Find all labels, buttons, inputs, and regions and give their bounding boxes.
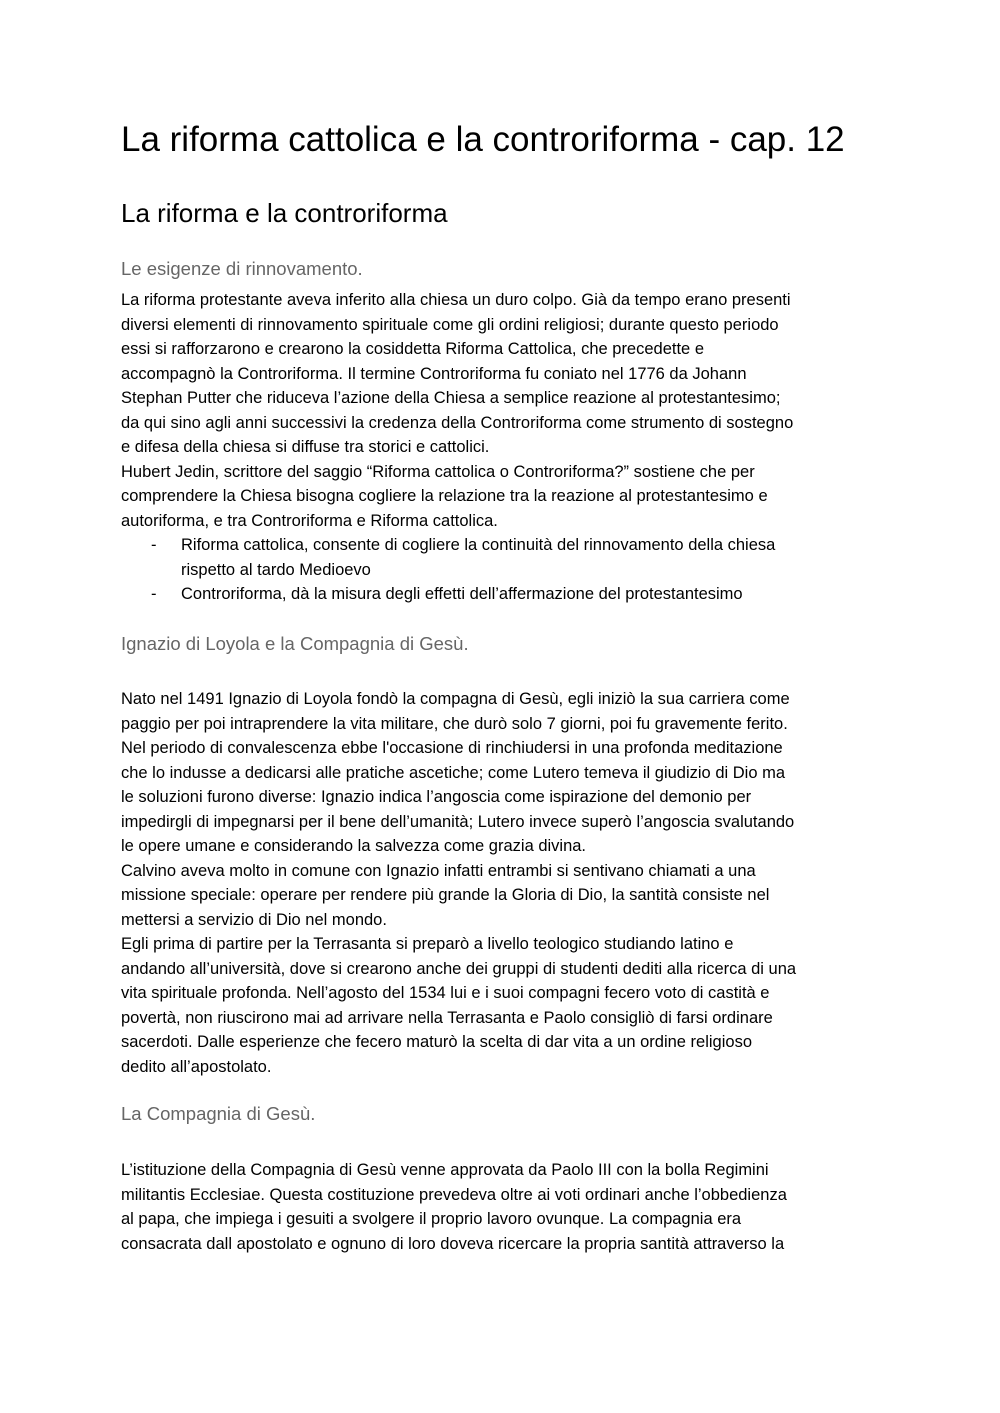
- text-line: povertà, non riuscirono mai ad arrivare nella Terrasanta e Paolo consigliò di farsi ordinare: [121, 1008, 773, 1027]
- text-line: dedito all’apostolato.: [121, 1057, 272, 1076]
- text-line: Nato nel 1491 Ignazio di Loyola fondò la compagna di Gesù, egli iniziò la sua carriera come: [121, 690, 790, 708]
- text-line: vita spirituale profonda. Nell’agosto del 1534 lui e i suoi compagni fecero voto di castità e: [121, 984, 770, 1002]
- section-title: La riforma e la controriforma: [121, 198, 448, 228]
- text-line: rispetto al tardo Medioevo: [181, 560, 371, 579]
- text-line: Hubert Jedin, scrittore del saggio “Riforma cattolica o Controriforma?” sostiene che per: [121, 462, 755, 481]
- text-line: Riforma cattolica, consente di cogliere la continuità del rinnovamento della chiesa: [181, 536, 776, 554]
- bullet-list: [121, 533, 881, 607]
- text-line: Nel periodo di convalescenza ebbe l'occasione di rinchiudersi in una profonda meditazione: [121, 739, 783, 757]
- text-line: diversi elementi di rinnovamento spirituale come gli ordini religiosi; durante questo periodo: [121, 315, 779, 334]
- text-line: Egli prima di partire per la Terrasanta si preparò a livello teologico studiando latino e: [121, 935, 734, 953]
- bullet-dash: -: [151, 585, 157, 603]
- text-line: comprendere la Chiesa bisogna cogliere la relazione tra la reazione al protestantesimo e: [121, 487, 768, 505]
- list-item: [121, 582, 881, 607]
- text-line: militantis Ecclesiae. Questa costituzione prevedeva oltre ai voti ordinari anche l’obbedienza: [121, 1185, 787, 1204]
- text-line: impedirgli di impegnarsi per il bene dell’umanità; Lutero invece superò l’angoscia svalutando: [121, 812, 795, 831]
- text-line: mettersi a servizio di Dio nel mondo.: [121, 910, 387, 929]
- text-line: L’istituzione della Compagnia di Gesù venne approvata da Paolo III con la bolla Regimini: [121, 1161, 769, 1179]
- document-title: La riforma cattolica e la controriforma - cap. 12: [121, 120, 845, 159]
- heading-compagnia-di-gesu: La Compagnia di Gesù.: [121, 1103, 316, 1124]
- text-line: che lo indusse a dedicarsi alle pratiche ascetiche; come Lutero temeva il giudizio di Dio ma: [121, 763, 786, 782]
- text-line: da qui sino agli anni successivi la credenza della Controriforma come strumento di sostegno: [121, 413, 794, 432]
- paragraph-compagnia-di-gesu: [121, 1158, 881, 1256]
- paragraph-esigenze-rinnovamento: [121, 288, 881, 533]
- bullet-dash: -: [151, 536, 157, 554]
- text-line: missione speciale: operare per rendere più grande la Gloria di Dio, la santità consiste nel: [121, 886, 770, 904]
- text-line: sacerdoti. Dalle esperienze che fecero maturò la scelta di dar vita a un ordine religioso: [121, 1033, 753, 1051]
- list-item: [121, 533, 881, 582]
- text-line: le opere umane e considerando la salvezza come grazia divina.: [121, 837, 587, 855]
- heading-ignazio-di-loyola: Ignazio di Loyola e la Compagnia di Gesù.: [121, 633, 469, 654]
- text-line: al papa, che impiega i gesuiti a svolgere il proprio lavoro ovunque. La compagnia era: [121, 1210, 742, 1228]
- text-line: Controriforma, dà la misura degli effetti dell’affermazione del protestantesimo: [181, 585, 743, 603]
- text-line: andando all’università, dove si crearono anche dei gruppi di studenti dediti alla ricerca di una: [121, 959, 797, 978]
- text-line: La riforma protestante aveva inferito alla chiesa un duro colpo. Già da tempo erano presenti: [121, 291, 791, 309]
- text-line: essi si rafforzarono e crearono la cosiddetta Riforma Cattolica, che precedette e: [121, 340, 704, 358]
- text-line: e difesa della chiesa si diffuse tra storici e cattolici.: [121, 438, 490, 456]
- text-line: paggio per poi intraprendere la vita militare, che durò solo 7 giorni, poi fu gravemente ferito.: [121, 714, 788, 733]
- text-line: accompagnò la Controriforma. Il termine Controriforma fu coniato nel 1776 da Johann: [121, 364, 747, 383]
- heading-esigenze-rinnovamento: Le esigenze di rinnovamento.: [121, 258, 363, 279]
- text-line: le soluzioni furono diverse: Ignazio indica l’angoscia come ispirazione del demonio per: [121, 788, 752, 806]
- text-line: autoriforma, e tra Controriforma e Riforma cattolica.: [121, 511, 498, 530]
- text-line: consacrata dall apostolato e ognuno di loro doveva ricercare la propria santità attraverso la: [121, 1234, 785, 1253]
- text-line: Stephan Putter che riduceva l’azione della Chiesa a semplice reazione al protestantesimo;: [121, 389, 781, 407]
- paragraph-ignazio-di-loyola: [121, 687, 881, 1079]
- text-line: Calvino aveva molto in comune con Ignazio infatti entrambi si sentivano chiamati a una: [121, 861, 756, 880]
